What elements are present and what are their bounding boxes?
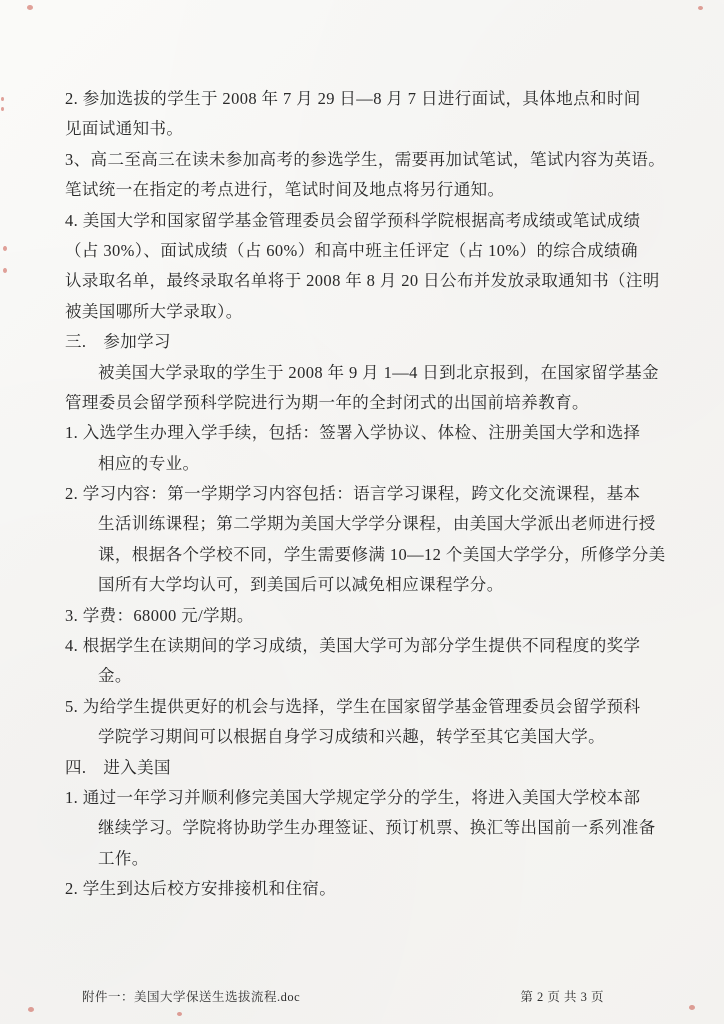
text-line: 金。 — [98, 666, 132, 686]
text-line: 被美国大学录取的学生于 2008 年 9 月 1—4 日到北京报到，在国家留学基金 — [98, 362, 659, 382]
text-line: 三. 参加学习 — [65, 332, 171, 352]
text-line: 1. 通过一年学习并顺利修完美国大学规定学分的学生，将进入美国大学校本部 — [65, 787, 641, 807]
text-line: 四. 进入美国 — [65, 757, 171, 777]
text-line: 工作。 — [98, 848, 149, 868]
text-line: 管理委员会留学预科学院进行为期一年的全封闭式的出国前培养教育。 — [65, 392, 589, 412]
text-line: 国所有大学均认可，到美国后可以减免相应课程学分。 — [98, 575, 504, 595]
text-line: 相应的专业。 — [98, 453, 200, 473]
text-line: 1. 入选学生办理入学手续，包括：签署入学协议、体检、注册美国大学和选择 — [65, 423, 641, 443]
text-line: 2. 学生到达后校方安排接机和住宿。 — [65, 879, 337, 899]
text-line: 笔试统一在指定的考点进行，笔试时间及地点将另行通知。 — [65, 180, 505, 200]
scan-artifact — [27, 5, 33, 10]
scan-artifact — [3, 246, 7, 251]
text-line: 见面试通知书。 — [65, 119, 184, 139]
text-line: 2. 学习内容：第一学期学习内容包括：语言学习课程，跨文化交流课程，基本 — [65, 484, 641, 504]
text-line: 5. 为给学生提供更好的机会与选择，学生在国家留学基金管理委员会留学预科 — [65, 696, 641, 716]
scan-artifact — [698, 6, 703, 10]
footer-attachment-name: 附件一：美国大学保送生选拔流程.doc — [82, 990, 301, 1004]
scan-artifact — [1, 97, 4, 101]
text-line: 4. 美国大学和国家留学基金管理委员会留学预科学院根据高考成绩或笔试成绩 — [65, 210, 641, 230]
text-line: 被美国哪所大学录取）。 — [65, 301, 243, 321]
scan-artifact — [689, 1005, 695, 1010]
scan-artifact — [1, 107, 4, 111]
page-footer — [82, 987, 604, 1005]
scan-artifact — [3, 268, 7, 273]
text-line: （占 30%）、面试成绩（占 60%）和高中班主任评定（占 10%）的综合成绩确 — [65, 240, 638, 260]
text-line: 2. 参加选拔的学生于 2008 年 7 月 29 日—8 月 7 日进行面试，具体地点和时间 — [65, 89, 641, 108]
footer-page-number: 第 2 页 共 3 页 — [520, 990, 604, 1004]
text-line: 3. 学费：68000 元/学期。 — [65, 605, 254, 625]
text-line: 生活训练课程；第二学期为美国大学学分课程，由美国大学派出老师进行授 — [98, 514, 656, 534]
text-line: 学院学习期间可以根据自身学习成绩和兴趣，转学至其它美国大学。 — [98, 727, 605, 747]
text-line: 课，根据各个学校不同，学生需要修满 10—12 个美国大学学分，所修学分美 — [98, 544, 666, 564]
text-line: 认录取名单，最终录取名单将于 2008 年 8 月 20 日公布并发放录取通知书（注明 — [65, 271, 660, 291]
document-body — [65, 84, 666, 905]
text-line: 3、高二至高三在读未参加高考的参选学生，需要再加试笔试，笔试内容为英语。 — [65, 149, 666, 169]
scan-artifact — [28, 1007, 34, 1012]
text-line: 继续学习。学院将协助学生办理签证、预订机票、换汇等出国前一系列准备 — [98, 818, 656, 838]
text-line: 4. 根据学生在读期间的学习成绩，美国大学可为部分学生提供不同程度的奖学 — [65, 636, 641, 656]
scan-artifact — [177, 1012, 182, 1016]
